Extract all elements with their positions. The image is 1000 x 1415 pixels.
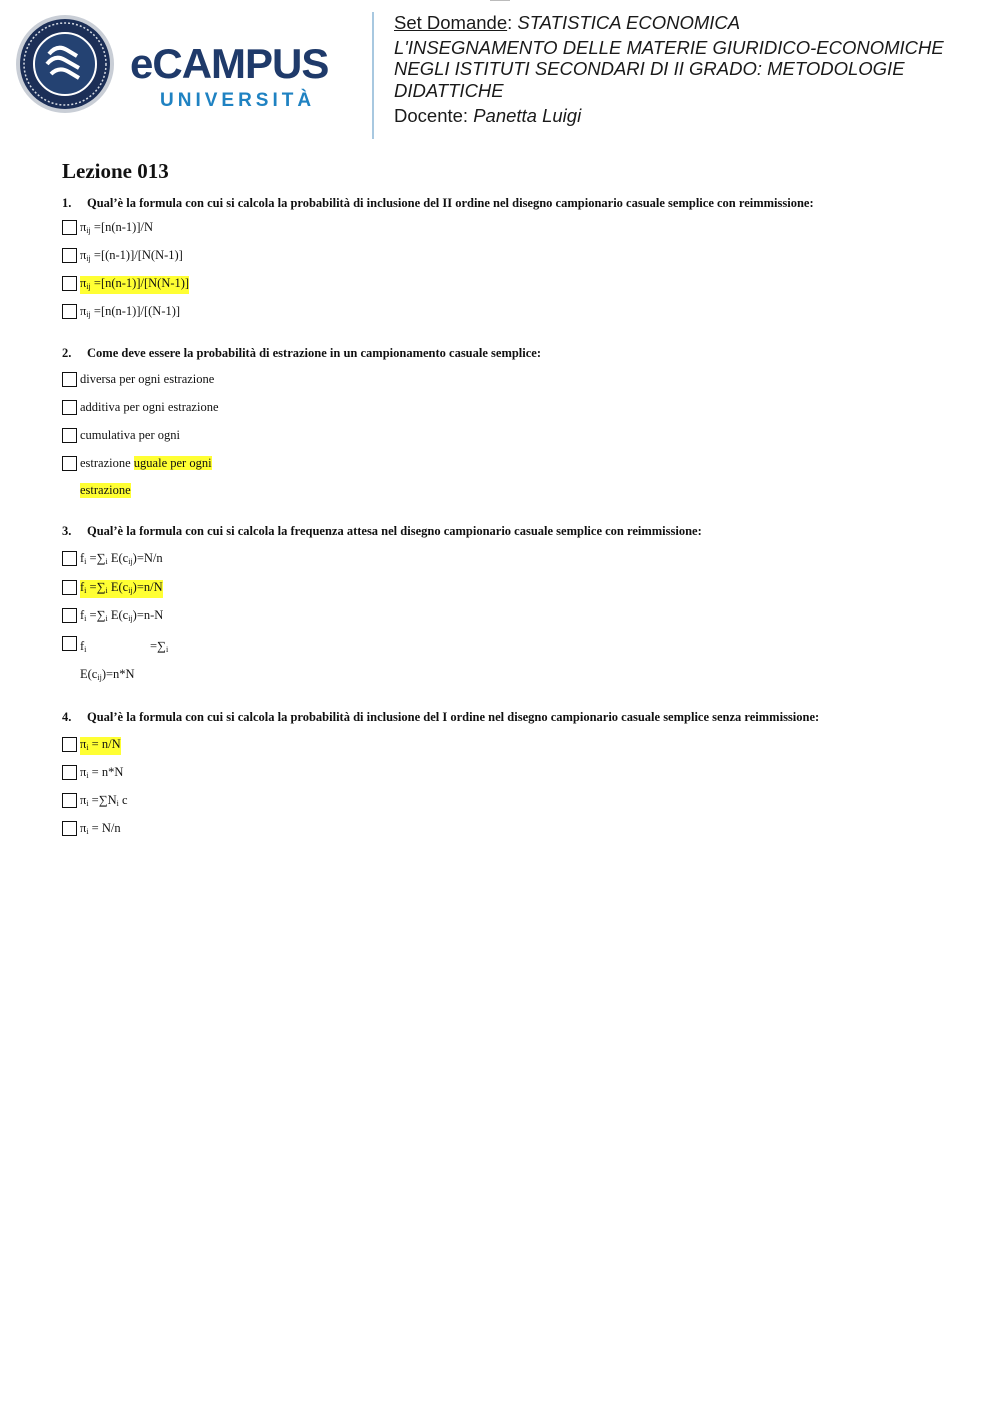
pi-symbol: π	[80, 737, 87, 751]
ecampus-logo	[14, 14, 359, 116]
subscript: i	[165, 645, 169, 654]
subscript: i	[84, 557, 87, 566]
subscript: i	[84, 645, 87, 654]
set-line	[394, 12, 984, 34]
sum-symbol: =∑	[86, 551, 106, 565]
option-text: diversa per ogni estrazione	[80, 372, 215, 386]
formula-text: )=n-N	[132, 608, 164, 622]
subscript: ij	[86, 226, 91, 235]
formula-text: = n/N	[88, 737, 121, 751]
question-text: Qual’è la formula con cui si calcola la probabilità di inclusione del I ordine nel disegno campionario casuale semplice senza reimmissione:	[87, 710, 820, 724]
question-4-title	[62, 710, 819, 725]
pi-symbol: π	[80, 276, 87, 290]
option-text	[80, 551, 163, 569]
f-symbol: f	[80, 580, 85, 594]
f-symbol: f	[80, 551, 85, 565]
subscript: i	[105, 614, 108, 623]
answer-checkbox[interactable]	[62, 248, 77, 263]
answer-checkbox[interactable]	[62, 793, 77, 808]
subscript: ij	[128, 586, 133, 595]
question-text: Qual’è la formula con cui si calcola la frequenza attesa nel disegno campionario casuale semplice con reimmissione:	[87, 524, 702, 538]
answer-checkbox[interactable]	[62, 737, 77, 752]
brand-subtitle: UNIVERSITÀ	[160, 90, 316, 111]
subscript: ij	[128, 557, 133, 566]
pi-symbol: π	[80, 248, 87, 262]
question-number: 4.	[62, 710, 72, 724]
subscript: ij	[86, 310, 91, 319]
formula-text: =[n(n-1)]/[N(N-1)]	[90, 276, 190, 290]
option-text-plain: estrazione	[80, 456, 134, 470]
university-seal-icon	[14, 14, 116, 114]
formula-text: E(c	[107, 580, 129, 594]
f-symbol: f	[80, 639, 85, 653]
q3-option-continuation	[80, 667, 135, 685]
subscript: ij	[97, 673, 102, 682]
question-3-title	[62, 524, 702, 539]
course-subtitle-line-2: NEGLI ISTITUTI SECONDARI DI II GRADO: METODOLOGIE	[394, 58, 905, 79]
question-number: 3.	[62, 524, 72, 538]
answer-checkbox[interactable]	[62, 765, 77, 780]
pi-symbol: π	[80, 793, 87, 807]
formula-text: =[(n-1)]/[N(N-1)]	[90, 248, 183, 262]
set-label: Set Domande	[394, 12, 508, 33]
subscript: i	[86, 743, 89, 752]
subscript: i	[84, 614, 87, 623]
subscript: i	[84, 586, 87, 595]
question-1-title	[62, 196, 814, 211]
question-text: Come deve essere la probabilità di estrazione in un campionamento casuale semplice:	[87, 346, 542, 360]
formula-text: =[n(n-1)]/N	[90, 220, 154, 234]
formula-text: =∑N	[88, 793, 117, 807]
question-number: 2.	[62, 346, 72, 360]
answer-checkbox[interactable]	[62, 608, 77, 623]
formula-text: c	[118, 793, 128, 807]
option-text	[80, 639, 86, 657]
option-text: cumulativa per ogni	[80, 428, 180, 442]
option-text: additiva per ogni estrazione	[80, 400, 219, 414]
page-header	[0, 0, 1000, 145]
answer-checkbox[interactable]	[62, 400, 77, 415]
subscript: i	[116, 799, 119, 808]
sum-symbol: =∑	[86, 608, 106, 622]
subscript: i	[105, 557, 108, 566]
answer-checkbox[interactable]	[62, 456, 77, 471]
subscript: ij	[86, 282, 91, 291]
brand-name: eCAMPUS	[130, 40, 329, 87]
lesson-title: Lezione 013	[62, 159, 169, 183]
pi-symbol: π	[80, 765, 87, 779]
question-2-title	[62, 346, 541, 361]
docente-name: Panetta Luigi	[473, 105, 582, 126]
subscript: i	[86, 771, 89, 780]
question-text: Qual’è la formula con cui si calcola la probabilità di inclusione del II ordine nel disegno campionario casuale semplice con reimmissione:	[87, 196, 814, 210]
option-text-sum	[150, 639, 168, 657]
header-info	[394, 12, 984, 127]
formula-text: = n*N	[88, 765, 124, 779]
option-text	[80, 248, 183, 266]
formula-text: )=n*N	[101, 667, 135, 681]
pi-symbol: π	[80, 821, 87, 835]
q3-option-4[interactable]	[62, 636, 202, 654]
pi-symbol: π	[80, 304, 87, 318]
option-text	[80, 456, 212, 471]
answer-checkbox[interactable]	[62, 372, 77, 387]
formula-text: =[n(n-1)]/[(N-1)]	[90, 304, 181, 318]
option-text-highlighted	[80, 276, 189, 294]
answer-checkbox[interactable]	[62, 276, 77, 291]
option-text	[80, 793, 128, 811]
sum-symbol: =∑	[150, 639, 166, 653]
answer-checkbox[interactable]	[62, 551, 77, 566]
subscript: ij	[128, 614, 133, 623]
formula-text: E(c	[107, 551, 129, 565]
answer-checkbox[interactable]	[62, 304, 77, 319]
docente-label: Docente:	[394, 105, 469, 126]
formula-text: E(c	[80, 667, 98, 681]
subscript: ij	[86, 254, 91, 263]
option-text	[80, 608, 163, 626]
course-subtitle-line-1: L'INSEGNAMENTO DELLE MATERIE GIURIDICO-ECONOMICHE	[394, 36, 944, 58]
option-text	[80, 765, 123, 783]
subscript: i	[86, 827, 89, 836]
formula-text: )=N/n	[132, 551, 163, 565]
option-text-highlighted	[80, 737, 121, 755]
formula-text: = N/n	[88, 821, 121, 835]
sum-symbol: =∑	[86, 580, 106, 594]
formula-text: E(c	[107, 608, 129, 622]
option-text	[80, 821, 121, 839]
answer-checkbox[interactable]	[62, 428, 77, 443]
option-text	[80, 304, 180, 322]
pi-symbol: π	[80, 220, 87, 234]
answer-checkbox[interactable]	[62, 580, 77, 595]
formula-text: )=n/N	[132, 580, 163, 594]
f-symbol: f	[80, 608, 85, 622]
option-text-highlighted: uguale per ogni	[133, 456, 212, 470]
option-text	[80, 220, 153, 238]
answer-checkbox[interactable]	[62, 821, 77, 836]
answer-checkbox[interactable]	[62, 636, 77, 651]
top-mark	[490, 0, 510, 1]
question-number: 1.	[62, 196, 72, 210]
q2-option-continuation: estrazione	[80, 483, 131, 497]
subscript: i	[105, 586, 108, 595]
header-divider	[372, 12, 374, 139]
option-text-highlighted	[80, 580, 163, 598]
subscript: i	[86, 799, 89, 808]
course-title: STATISTICA ECONOMICA	[517, 12, 741, 33]
answer-checkbox[interactable]	[62, 220, 77, 235]
docente-line	[394, 105, 984, 127]
set-separator: :	[507, 12, 513, 33]
course-subtitle-line-3: DIDATTICHE	[394, 79, 504, 101]
